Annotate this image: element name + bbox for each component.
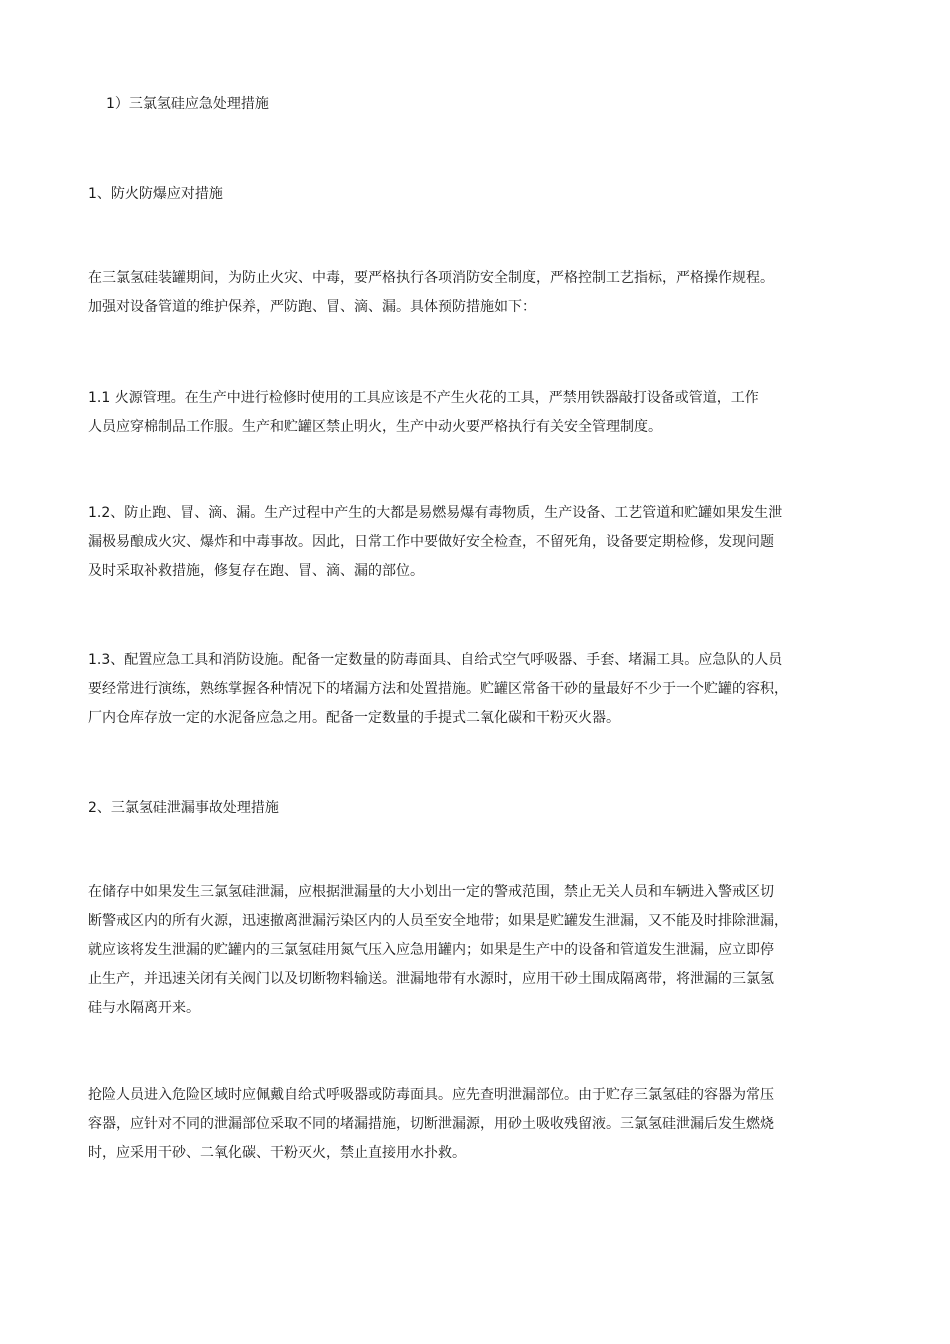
section-2-paragraph-2 [88,1081,878,1168]
section-2-heading-text: 2、三氯氢硅泄漏事故处理措施 [88,800,279,816]
item-1-1 [88,384,878,442]
paragraph-line: 1.2、防止跑、冒、滴、漏。生产过程中产生的大都是易燃易爆有毒物质，生产设备、工艺管道和贮罐如果发生泄 [88,505,783,521]
paragraph-line: 厂内仓库存放一定的水泥备应急之用。配备一定数量的手提式二氧化碳和干粉灭火器。 [88,710,620,726]
paragraph-line: 漏极易酿成火灾、爆炸和中毒事故。因此，日常工作中要做好安全检查，不留死角，设备要定期检修，发现问题 [88,534,774,550]
paragraph-line: 时，应采用干砂、二氧化碳、干粉灭火，禁止直接用水扑救。 [88,1145,466,1161]
section-1-intro [88,264,878,322]
section-1-heading-text: 1、防火防爆应对措施 [88,186,223,202]
section-2-heading [88,794,878,823]
paragraph-line: 在三氯氢硅装罐期间，为防止火灾、中毒，要严格执行各项消防安全制度，严格控制工艺指标，严格操作规程。 [88,270,774,286]
paragraph-line: 抢险人员进入危险区域时应佩戴自给式呼吸器或防毒面具。应先查明泄漏部位。由于贮存三氯氢硅的容器为常压 [88,1087,774,1103]
document-title [106,90,896,119]
paragraph-line: 加强对设备管道的维护保养，严防跑、冒、滴、漏。具体预防措施如下： [88,299,536,315]
paragraph-line: 及时采取补救措施，修复存在跑、冒、滴、漏的部位。 [88,563,424,579]
section-2-paragraph-1 [88,878,878,1023]
paragraph-line: 在储存中如果发生三氯氢硅泄漏，应根据泄漏量的大小划出一定的警戒范围，禁止无关人员和车辆进入警戒区切 [88,884,774,900]
paragraph-line: 1.1 火源管理。在生产中进行检修时使用的工具应该是不产生火花的工具，严禁用铁器敲打设备或管道，工作 [88,390,759,406]
paragraph-line: 止生产，并迅速关闭有关阀门以及切断物料输送。泄漏地带有水源时，应用干砂土围成隔离带，将泄漏的三氯氢 [88,971,774,987]
paragraph-line: 就应该将发生泄漏的贮罐内的三氯氢硅用氮气压入应急用罐内；如果是生产中的设备和管道发生泄漏，应立即停 [88,942,774,958]
paragraph-line: 1.3、配置应急工具和消防设施。配备一定数量的防毒面具、自给式空气呼吸器、手套、堵漏工具。应急队的人员 [88,652,783,668]
paragraph-line: 容器，应针对不同的泄漏部位采取不同的堵漏措施，切断泄漏源，用砂土吸收残留液。三氯氢硅泄漏后发生燃烧 [88,1116,774,1132]
item-1-3 [88,646,878,733]
paragraph-line: 硅与水隔离开来。 [88,1000,200,1016]
document-title-text: 1）三氯氢硅应急处理措施 [106,96,269,112]
paragraph-line: 人员应穿棉制品工作服。生产和贮罐区禁止明火，生产中动火要严格执行有关安全管理制度。 [88,419,662,435]
section-1-heading [88,180,878,209]
paragraph-line: 断警戒区内的所有火源，迅速撤离泄漏污染区内的人员至安全地带；如果是贮罐发生泄漏，又不能及时排除泄漏， [88,913,788,929]
paragraph-line: 要经常进行演练，熟练掌握各种情况下的堵漏方法和处置措施。贮罐区常备干砂的量最好不少于一个贮罐的容积， [88,681,788,697]
item-1-2 [88,499,878,586]
